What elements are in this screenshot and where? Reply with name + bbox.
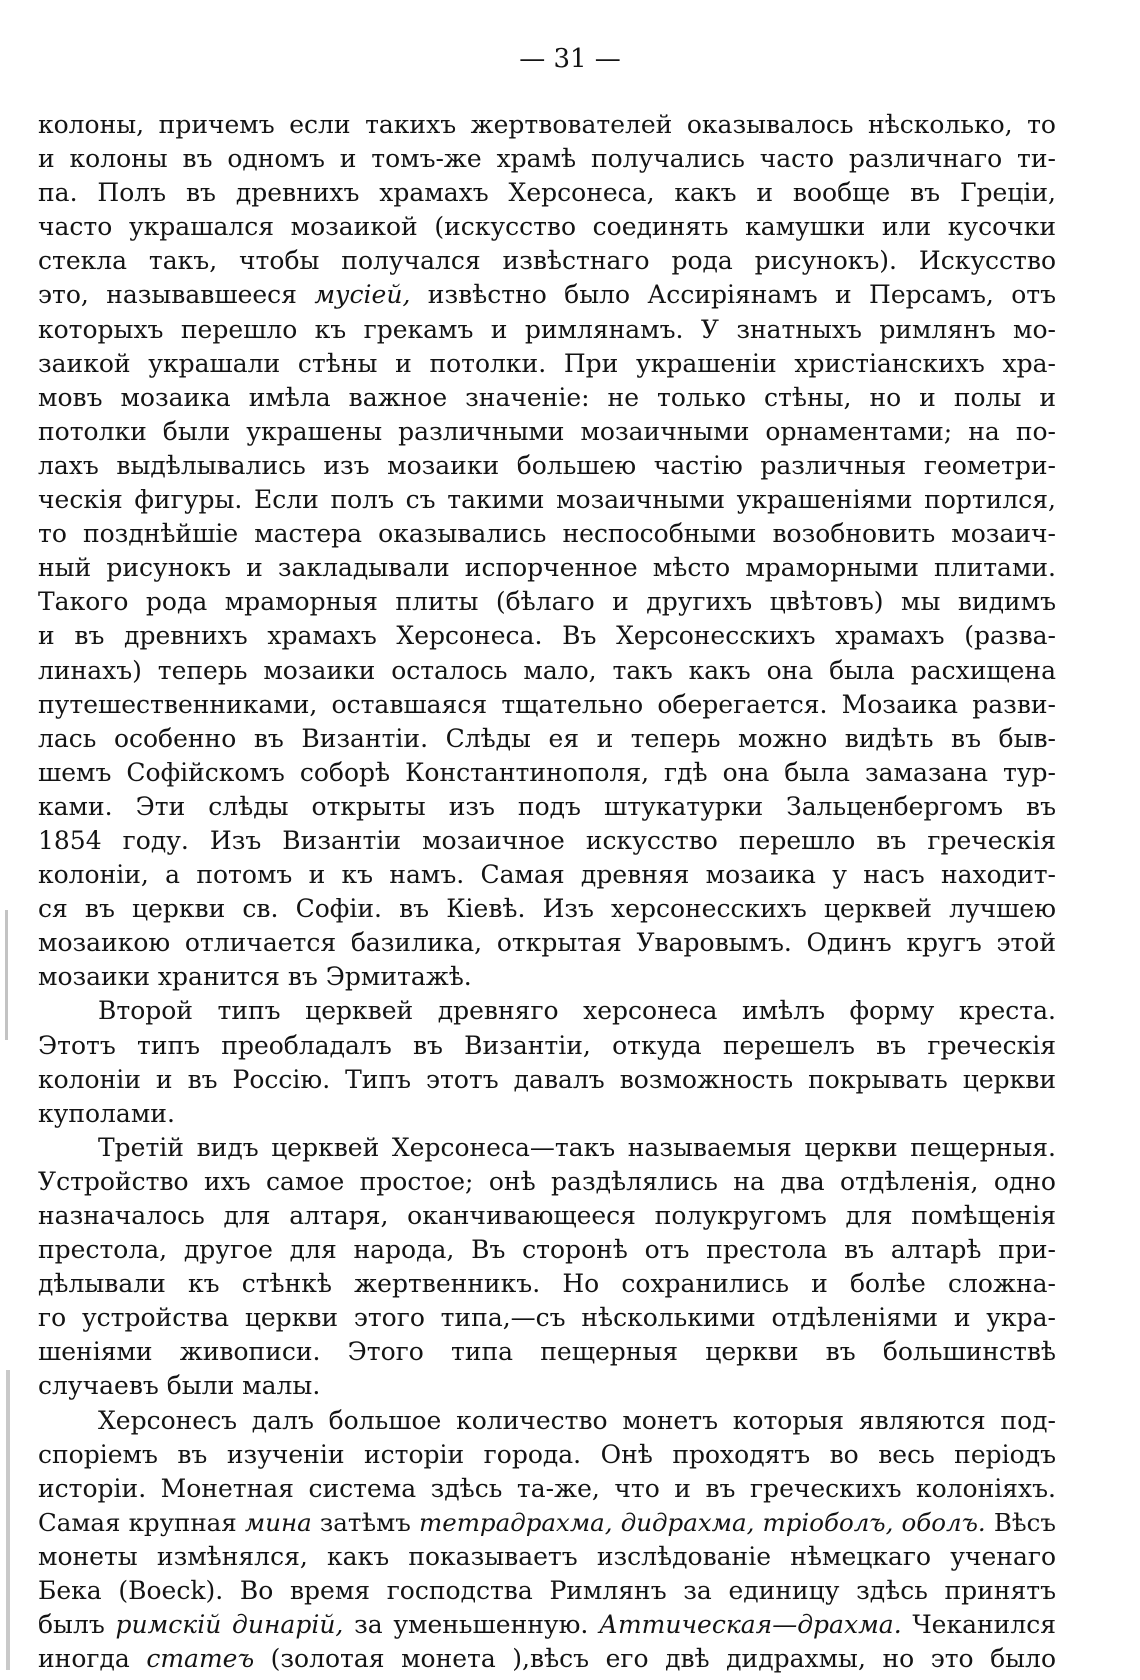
text-line: исторіи. Монетная система здѣсь та-же, что и въ греческихъ колоніяхъ. (38, 1473, 1056, 1503)
text-line: заикой украшали стѣны и потолки. При украшеніи христіанскихъ хра- (38, 348, 1056, 378)
text-line: спорiемъ въ изученіи исторіи города. Онѣ проходятъ во весь періодъ (38, 1439, 1056, 1469)
italic-term: статеъ (146, 1644, 255, 1674)
text-line: назначалось для алтаря, оканчивающееся полукругомъ для помѣщенія (38, 1201, 1056, 1230)
text-line: лахъ выдѣлывались изъ мозаики большею частію различныя геометри- (38, 450, 1056, 480)
text-run: Вѣсъ (993, 1507, 1056, 1537)
page-number: — 31 — (519, 44, 621, 74)
text-line: часто украшался мозаикой (искусство соединять камушки или кусочки (38, 212, 1056, 242)
text-line: путешественниками, оставшаяся тщательно оберегается. Мозаика разви- (38, 689, 1056, 719)
text-line: колоніи, а потомъ и къ намъ. Самая древняя мозаика у насъ находит- (38, 860, 1056, 890)
text-line: стекла такъ, чтобы получался извѣстнаго рода рисунокъ). Искусство (38, 246, 1056, 276)
text-line: Второй типъ церквей древняго херсонеса имѣлъ форму креста. (98, 996, 1056, 1026)
text-line: и колоны въ одномъ и томъ-же храмѣ получались часто различнаго ти- (38, 144, 1056, 174)
text-line: случаевъ были малы. (38, 1371, 321, 1401)
text-line: го устройства церкви этого типа,—съ нѣсколькими отдѣленіями и укра- (38, 1303, 1056, 1333)
text-line: мовъ мозаика имѣла важное значеніе: не только стѣны, но и полы и (38, 382, 1056, 412)
text-line: Херсонесъ далъ большое количество монетъ которыя являются под- (98, 1405, 1056, 1435)
text-line: ческія фигуры. Если полъ съ такими мозаичными украшеніями портился, (38, 485, 1056, 515)
text-line: потолки были украшены различными мозаичными орнаментами; на по- (38, 416, 1056, 446)
text-run: Чеканился (912, 1610, 1056, 1640)
text-line: шеніями живописи. Этого типа пещерныя церкви въ большинствѣ (38, 1337, 1056, 1367)
text-line: престола, другое для народа, Въ сторонѣ отъ престола въ алтарѣ при- (38, 1235, 1056, 1265)
text-run: затѣмъ (319, 1507, 411, 1537)
italic-term: тетрадрахма, дидрахма, тріоболъ, оболъ. (418, 1507, 986, 1537)
text-line: ный рисунокъ и закладывали испорченное мѣсто мраморными плитами. (38, 553, 1056, 583)
text-line: колоны, причемъ если такихъ жертвователей оказывалось нѣсколько, то (38, 110, 1056, 139)
text-line (38, 1642, 1056, 1676)
text-line: монеты измѣнялся, какъ показываетъ изслѣдованіе нѣмецкаго ученаго (38, 1541, 1056, 1571)
text-line: ками. Эти слѣды открыты изъ подъ штукатурки Зальценбергомъ въ (38, 791, 1056, 821)
text-line: Такого рода мраморныя плиты (бѣлаго и другихъ цвѣтовъ) мы видимъ (38, 587, 1056, 617)
text-line: Устройство ихъ самое простое; онѣ раздѣлялись на два отдѣленія, одно (38, 1166, 1056, 1196)
text-line: па. Полъ въ древнихъ храмахъ Херсонеса, какъ и вообще въ Греціи, (38, 178, 1056, 208)
text-line: мозаикою отличается базилика, открытая Уваровымъ. Одинъ кругъ этой (38, 928, 1056, 958)
text-run: Самая крупная (38, 1507, 237, 1537)
italic-term: Аттическая—драхма. (599, 1610, 902, 1640)
text-run: былъ (38, 1610, 105, 1640)
text-line: колоніи и въ Россію. Типъ этотъ давалъ возможность покрывать церкви (38, 1064, 1056, 1094)
text-line: ся въ церкви св. Софіи. въ Кіевѣ. Изъ херсонесскихъ церквей лучшею (38, 894, 1056, 924)
text-line (38, 1608, 1056, 1642)
text-run: извѣстно было Ассиріянамъ и Персамъ, отъ (427, 280, 1057, 310)
text-line: Бека (Boeck). Во время господства Римлянъ за единицу здѣсь принятъ (38, 1576, 1056, 1606)
text-line: и въ древнихъ храмахъ Херсонеса. Въ Херсонесскихъ храмахъ (разва- (38, 621, 1056, 651)
text-line: Третій видъ церквей Херсонеса—такъ называемыя церкви пещерныя. (98, 1132, 1056, 1162)
text-run: иногда (38, 1644, 130, 1674)
scan-smear (5, 910, 8, 1040)
text-line: шемъ Софійскомъ соборѣ Константинополя, гдѣ она была замазана тур- (38, 757, 1056, 787)
text-run: это, называвшееся (38, 280, 297, 310)
text-run: за уменьшенную. (354, 1610, 589, 1640)
italic-term: мусіей, (314, 280, 411, 310)
scan-smear (6, 1370, 10, 1670)
text-line (38, 278, 1056, 312)
text-line: куполами. (38, 1098, 175, 1128)
text-line: которыхъ перешло къ грекамъ и римлянамъ. У знатныхъ римлянъ мо- (38, 314, 1056, 344)
italic-term: мина (244, 1507, 312, 1537)
text-line: Этотъ типъ преобладалъ въ Византіи, откуда перешелъ въ греческія (38, 1030, 1056, 1060)
text-run: (золотая монета ),вѣсъ его двѣ дидрахмы, но это было (270, 1644, 1056, 1674)
text-line: дѣлывали къ стѣнкѣ жертвенникъ. Но сохранились и болѣе сложна- (38, 1269, 1056, 1299)
text-line: мозаики хранится въ Эрмитажѣ. (38, 962, 472, 992)
body-text (38, 108, 1056, 1676)
text-line: 1854 году. Изъ Византіи мозаичное искусство перешло въ греческія (38, 825, 1056, 855)
text-line: то позднѣйшіе мастера оказывались неспособными возобновить мозаич- (38, 519, 1056, 549)
text-line (38, 1506, 1056, 1540)
text-line: линахъ) теперь мозаики осталось мало, такъ какъ она была расхищена (38, 655, 1056, 685)
text-line: лась особенно въ Византіи. Слѣды ея и теперь можно видѣть въ быв- (38, 723, 1056, 753)
italic-term: римскій динарій, (115, 1610, 344, 1640)
